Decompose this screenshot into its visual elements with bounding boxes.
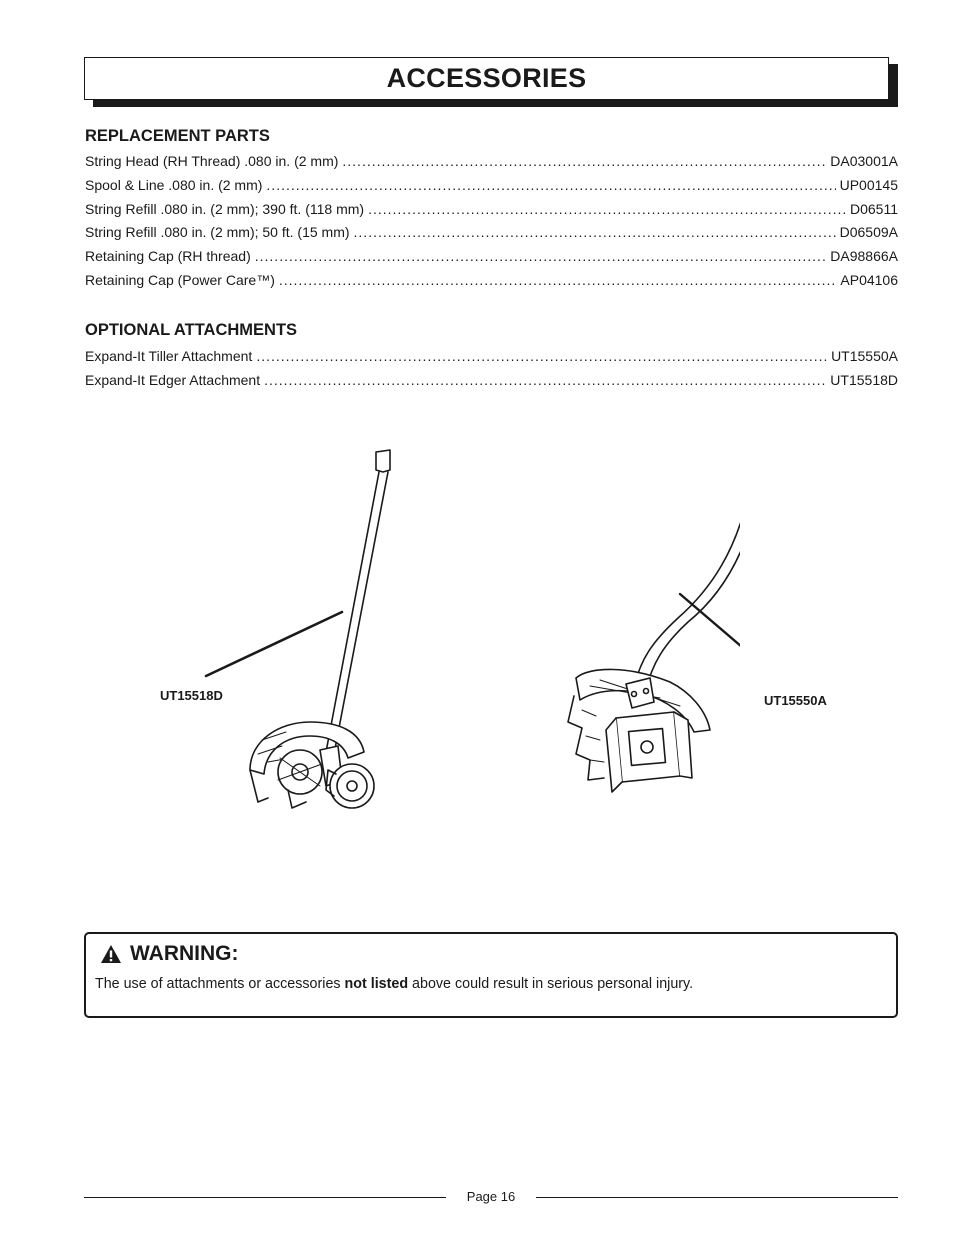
warning-triangle-icon	[100, 944, 122, 964]
part-row	[85, 177, 898, 201]
page-footer	[84, 1188, 898, 1208]
part-number: D06511	[849, 200, 898, 217]
part-number: AP04106	[840, 271, 898, 288]
optional-attachments-heading: OPTIONAL ATTACHMENTS	[85, 321, 298, 339]
part-number: DA03001A	[830, 153, 898, 169]
warning-text-after: above could result in serious personal injury.	[408, 976, 694, 992]
leader-dots	[264, 372, 826, 388]
part-label: Expand-It Edger Attachment	[85, 371, 261, 388]
part-row	[85, 372, 898, 396]
part-label: String Head (RH Thread) .080 in. (2 mm)	[85, 153, 339, 169]
leader-dots	[368, 201, 846, 217]
warning-heading: WARNING:	[130, 942, 239, 965]
part-label: String Refill .080 in. (2 mm); 390 ft. (118 mm)	[85, 200, 365, 217]
part-row	[85, 272, 898, 296]
leader-dots	[256, 348, 827, 364]
part-row	[85, 201, 898, 225]
part-number: UT15518D	[830, 371, 898, 388]
part-label: Expand-It Tiller Attachment	[85, 348, 253, 364]
page-title: ACCESSORIES	[386, 63, 587, 93]
part-label: Spool & Line .080 in. (2 mm)	[85, 176, 263, 193]
leader-dots	[342, 153, 826, 169]
warning-text-bold: not listed	[344, 976, 409, 992]
tiller-label: UT15550A	[764, 693, 827, 708]
part-number: UT15550A	[831, 348, 898, 364]
warning-text-before: The use of attachments or accessories	[95, 976, 345, 992]
part-row	[85, 153, 898, 177]
part-label: Retaining Cap (Power Care™)	[85, 271, 275, 288]
optional-attachments-list	[85, 348, 898, 396]
part-row	[85, 248, 898, 272]
leader-dots	[354, 224, 836, 240]
title-box	[84, 57, 889, 100]
edger-illustration	[150, 440, 410, 820]
page-number: Page 16	[466, 1189, 516, 1204]
part-label: Retaining Cap (RH thread)	[85, 248, 251, 265]
leader-dots	[255, 248, 827, 264]
tiller-illustration	[560, 460, 740, 840]
warning-header	[100, 942, 239, 966]
replacement-parts-heading: REPLACEMENT PARTS	[85, 127, 270, 145]
part-number: UP00145	[839, 176, 898, 193]
warning-text	[95, 976, 693, 992]
part-label: String Refill .080 in. (2 mm); 50 ft. (15 mm)	[85, 224, 350, 241]
part-number: D06509A	[839, 224, 898, 241]
part-number: DA98866A	[830, 248, 898, 265]
leader-dots	[279, 272, 837, 288]
warning-box	[84, 932, 898, 1018]
part-row	[85, 348, 898, 372]
part-row	[85, 224, 898, 248]
replacement-parts-list	[85, 153, 898, 296]
edger-label: UT15518D	[160, 688, 223, 703]
leader-dots	[266, 177, 835, 193]
title-bar	[84, 57, 898, 107]
